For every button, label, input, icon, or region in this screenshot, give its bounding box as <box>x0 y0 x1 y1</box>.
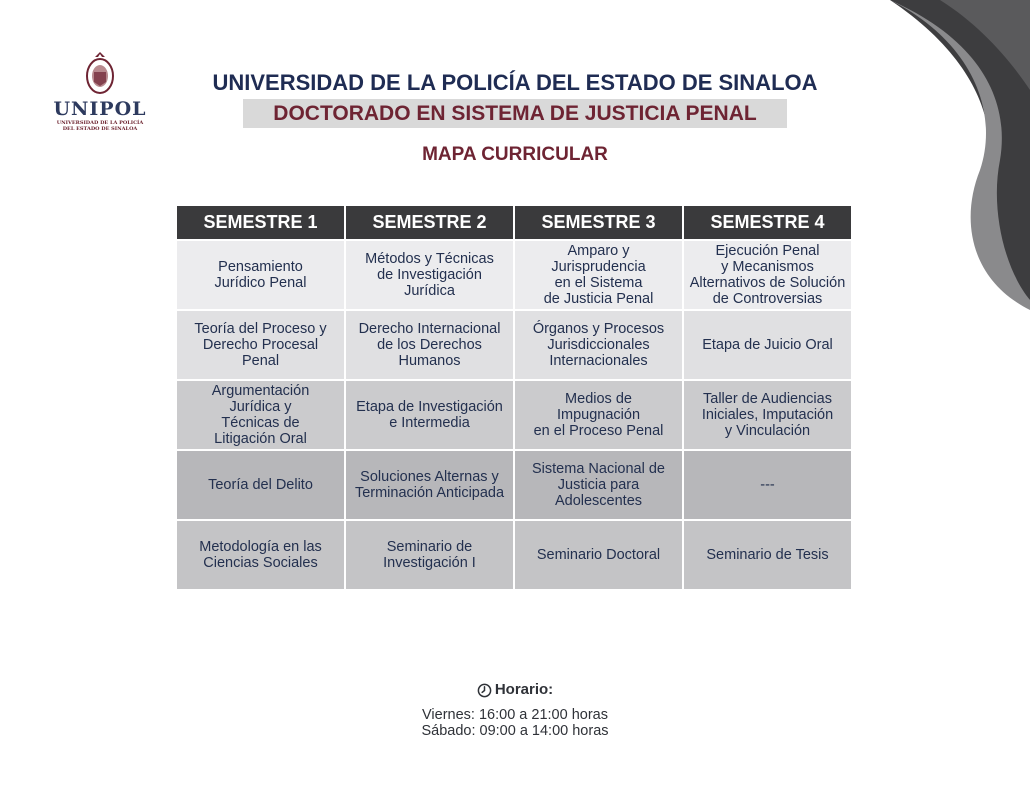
semester-header: SEMESTRE 1 <box>177 206 344 239</box>
curriculum-table <box>177 206 853 589</box>
course-cell: Metodología en las Ciencias Sociales <box>177 521 344 589</box>
schedule-title-text: Horario: <box>494 681 554 698</box>
course-cell: Teoría del Delito <box>177 451 344 519</box>
semester-header: SEMESTRE 3 <box>515 206 682 239</box>
course-cell: Ejecución Penal y Mecanismos Alternativos de Solución de Controversias <box>684 241 851 309</box>
course-cell: Taller de Audiencias Iniciales, Imputación y Vinculación <box>684 381 851 449</box>
logo-name: UNIPOL <box>53 98 147 120</box>
schedule-line: Viernes: 16:00 a 21:00 horas <box>422 707 608 723</box>
map-title: MAPA CURRICULAR <box>422 144 608 165</box>
course-cell: Medios de Impugnación en el Proceso Penal <box>515 381 682 449</box>
semester-header: SEMESTRE 2 <box>346 206 513 239</box>
semester-header: SEMESTRE 4 <box>684 206 851 239</box>
page-title: UNIVERSIDAD DE LA POLICÍA DEL ESTADO DE SINALOA <box>212 70 818 95</box>
course-cell: Pensamiento Jurídico Penal <box>177 241 344 309</box>
course-cell: Derecho Internacional de los Derechos Humanos <box>346 311 513 379</box>
course-cell: Seminario de Investigación I <box>346 521 513 589</box>
course-cell: Etapa de Investigación e Intermedia <box>346 381 513 449</box>
course-cell: Soluciones Alternas y Terminación Anticipada <box>346 451 513 519</box>
course-cell: --- <box>684 451 851 519</box>
logo-subtitle <box>50 120 150 132</box>
course-cell: Teoría del Proceso y Derecho Procesal Penal <box>177 311 344 379</box>
course-cell: Métodos y Técnicas de Investigación Jurídica <box>346 241 513 309</box>
course-cell: Amparo y Jurisprudencia en el Sistema de Justicia Penal <box>515 241 682 309</box>
schedule-line: Sábado: 09:00 a 14:00 horas <box>421 723 609 739</box>
course-cell: Sistema Nacional de Justicia para Adolescentes <box>515 451 682 519</box>
course-cell: Seminario de Tesis <box>684 521 851 589</box>
course-cell: Argumentación Jurídica y Técnicas de Litigación Oral <box>177 381 344 449</box>
program-title: DOCTORADO EN SISTEMA DE JUSTICIA PENAL <box>243 99 787 128</box>
course-cell: Órganos y Procesos Jurisdiccionales Internacionales <box>515 311 682 379</box>
schedule-title <box>477 682 553 698</box>
course-cell: Seminario Doctoral <box>515 521 682 589</box>
course-cell: Etapa de Juicio Oral <box>684 311 851 379</box>
logo-subtitle-line1: UNIVERSIDAD DE LA POLICÍA <box>56 120 144 126</box>
schedule <box>0 682 1030 739</box>
logo-subtitle-line2: DEL ESTADO DE SINALOA <box>62 126 138 132</box>
clock-icon <box>477 683 492 698</box>
